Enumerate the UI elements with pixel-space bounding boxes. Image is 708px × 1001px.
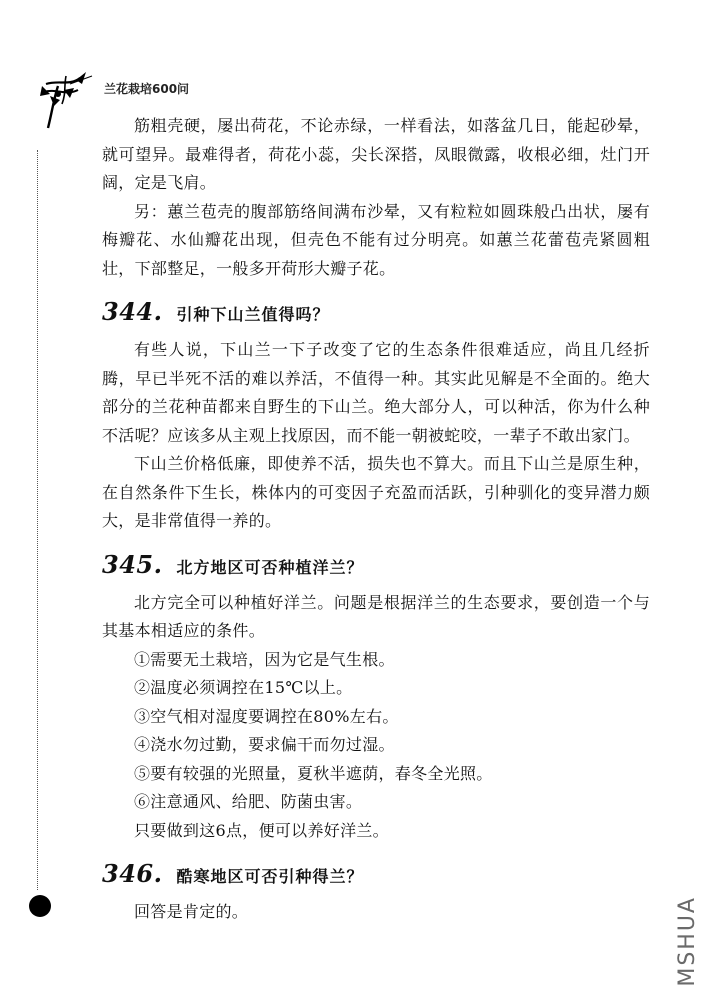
q345-list-item-6: ⑥注意通风、给肥、防菌虫害。 <box>134 792 363 811</box>
q345-list-item-1: ①需要无土栽培，因为它是气生根。 <box>134 649 395 669</box>
orchid-icon <box>36 66 100 136</box>
margin-bullet-dot <box>29 895 51 917</box>
question-344-heading <box>102 297 650 326</box>
q346-paragraph: 回答是肯定的。 <box>134 902 249 921</box>
q345-list-item-4: ④浇水勿过勤，要求偏干而勿过湿。 <box>134 735 395 754</box>
running-title: 兰花栽培600问 <box>104 82 190 96</box>
question-title: 酷寒地区可否引种得兰？ <box>176 867 364 886</box>
page-header <box>36 66 336 116</box>
margin-dotted-rule <box>37 150 38 890</box>
q345-list-item-3: ③空气相对湿度要调控在80%左右。 <box>134 706 399 726</box>
q345-list-item-2: ②温度必须调控在15℃以上。 <box>134 678 353 697</box>
q344-paragraph-2: 下山兰价格低廉，即使养不活，损失也不算大。而且下山兰是原生种，在自然条件下生长，株体内的可变因子充盈而活跃，引种驯化的变异潜力颇大，是非常值得一养的。 <box>102 454 650 530</box>
q344-paragraph-1: 有些人说，下山兰一下子改变了它的生态条件很难适应，尚且几经折腾，早已半死不活的难以养活，不值得一种。其实此见解是不全面的。绝大部分的兰花种苗都来自野生的下山兰。绝大部分人，可以种活，你为什么种不活呢？应该多从主观上找原因，而不能一朝被蛇咬，一辈子不敢出家门。 <box>102 340 650 445</box>
question-number: 344. <box>102 297 163 326</box>
question-title: 引种下山兰值得吗？ <box>176 305 330 324</box>
question-number: 345. <box>102 549 163 579</box>
page-content <box>102 112 650 927</box>
watermark: MSHUA <box>675 896 700 987</box>
q345-closing: 只要做到这6点，便可以养好洋兰。 <box>134 820 389 840</box>
question-number: 346. <box>102 859 163 888</box>
q345-list-item-5: ⑤要有较强的光照量，夏秋半遮荫，春冬全光照。 <box>134 763 493 783</box>
question-title: 北方地区可否种植洋兰？ <box>176 557 364 577</box>
q345-paragraph: 北方完全可以种植好洋兰。问题是根据洋兰的生态要求，要创造一个与其基本相适应的条件。 <box>102 592 650 640</box>
question-345-heading <box>102 550 650 579</box>
question-346-heading <box>102 859 650 888</box>
intro-paragraph-1: 筋粗壳硬，屡出荷花，不论赤绿，一样看法，如落盆几日，能起砂晕，就可望异。最难得者，荷花小蕊，尖长深搭，凤眼微露，收根必细，灶门开阔，定是飞肩。 <box>102 116 650 192</box>
intro-paragraph-2: 另：蕙兰苞壳的腹部筋络间满布沙晕，又有粒粒如圆珠般凸出状，屡有梅瓣花、水仙瓣花出现，但壳色不能有过分明亮。如蕙兰花蕾苞壳紧圆粗壮，下部整足，一般多开荷形大瓣子花。 <box>102 201 650 278</box>
